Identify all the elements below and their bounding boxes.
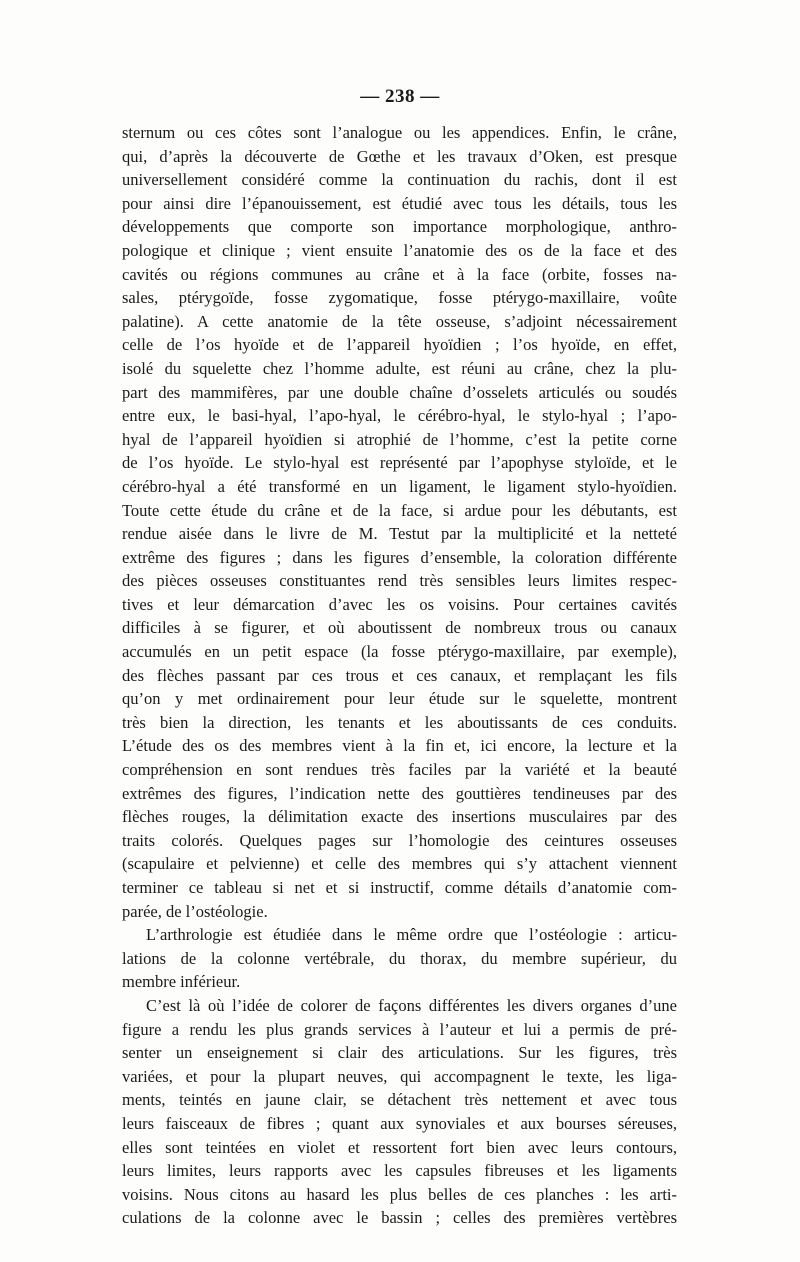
text-line: elles sont teintées en violet et ressortent fort bien avec leurs contours, — [122, 1137, 677, 1157]
text-line: traits colorés. Quelques pages sur l’homologie des ceintures osseuses — [122, 830, 677, 850]
text-line: membre inférieur. — [122, 972, 241, 992]
text-line: figure a rendu les plus grands services à l’auteur et lui a permis de pré- — [122, 1019, 677, 1039]
text-line: (scapulaire et pelvienne) et celle des membres qui s’y attachent viennent — [122, 854, 677, 874]
text-line: part des mammifères, par une double chaîne d’osselets articulés ou soudés — [122, 382, 677, 402]
text-line: C’est là où l’idée de colorer de façons différentes les divers organes d’une — [146, 995, 677, 1015]
text-line: développements que comporte son importance morphologique, anthro- — [122, 217, 677, 237]
text-line: très bien la direction, les tenants et les aboutissants de ces conduits. — [122, 712, 677, 732]
text-line: sternum ou ces côtes sont l’analogue ou les appendices. Enfin, le crâne, — [122, 123, 677, 142]
text-line: leurs faisceaux de fibres ; quant aux synoviales et aux bourses séreuses, — [122, 1113, 677, 1133]
text-line: voisins. Nous citons au hasard les plus belles de ces planches : les arti- — [122, 1184, 677, 1204]
text-line: leurs limites, leurs rapports avec les capsules fibreuses et les ligaments — [122, 1161, 677, 1181]
text-line: des pièces osseuses constituantes rend très sensibles leurs limites respec- — [122, 571, 677, 591]
text-line: rendue aisée dans le livre de M. Testut par la multiplicité et la netteté — [122, 524, 677, 544]
text-line: des flèches passant par ces trous et ces canaux, et remplaçant les fils — [122, 665, 677, 685]
text-line: culations de la colonne avec le bassin ; celles des premières vertèbres — [122, 1208, 677, 1228]
text-line: L’étude des os des membres vient à la fin et, ici encore, la lecture et la — [122, 736, 677, 756]
text-line: isolé du squelette chez l’homme adulte, est réuni au crâne, chez la plu- — [122, 358, 677, 378]
text-line: sales, ptérygoïde, fosse zygomatique, fosse ptérygo-maxillaire, voûte — [122, 288, 677, 308]
text-line: lations de la colonne vertébrale, du thorax, du membre supérieur, du — [122, 948, 677, 968]
text-line: parée, de l’ostéologie. — [122, 901, 268, 921]
text-line: Toute cette étude du crâne et de la face, si ardue pour les débutants, est — [122, 500, 677, 520]
text-line: flèches rouges, la délimitation exacte des insertions musculaires par des — [122, 807, 677, 827]
text-line: difficiles à se figurer, et où aboutissent de nombreux trous ou canaux — [122, 618, 677, 638]
paragraph-ligaments — [122, 994, 677, 1230]
text-line: tives et leur démarcation d’avec les os voisins. Pour certaines cavités — [122, 594, 677, 614]
text-line: ments, teintés en jaune clair, se détachent très nettement et avec tous — [122, 1090, 677, 1110]
text-line: celle de l’os hyoïde et de l’appareil hyoïdien ; l’os hyoïde, en effet, — [122, 335, 677, 355]
text-line: senter un enseignement si clair des articulations. Sur les figures, très — [122, 1043, 677, 1063]
text-line: qu’on y met ordinairement pour leur étude sur le squelette, montrent — [122, 689, 677, 709]
text-line: extrême des figures ; dans les figures d’ensemble, la coloration différente — [122, 547, 677, 567]
text-line: entre eux, le basi-hyal, l’apo-hyal, le cérébro-hyal, le stylo-hyal ; l’apo- — [122, 406, 677, 426]
page-number: — 238 — — [360, 86, 440, 107]
text-line: L’arthrologie est étudiée dans le même ordre que l’ostéologie : articu- — [146, 925, 677, 945]
text-line: accumulés en un petit espace (la fosse ptérygo-maxillaire, par exemple), — [122, 642, 677, 662]
text-line: cavités ou régions communes au crâne et à la face (orbite, fosses na- — [122, 264, 677, 284]
text-line: qui, d’après la découverte de Gœthe et les travaux d’Oken, est presque — [122, 146, 677, 166]
text-line: extrêmes des figures, l’indication nette des gouttières tendineuses par des — [122, 783, 677, 803]
text-line: universellement considéré comme la continuation du rachis, dont il est — [122, 170, 677, 190]
body-text — [122, 121, 677, 1230]
paragraph-osteology — [122, 121, 677, 923]
text-line: compréhension en sont rendues très faciles par la variété et la beauté — [122, 760, 677, 780]
text-line: hyal de l’appareil hyoïdien si atrophié de l’homme, c’est la petite corne — [122, 429, 677, 449]
text-line: pour ainsi dire l’épanouissement, est étudié avec tous les détails, tous les — [122, 193, 677, 213]
paragraph-arthrology — [122, 923, 677, 994]
text-line: variées, et pour la plupart neuves, qui accompagnent le texte, les liga- — [122, 1066, 677, 1086]
text-line: terminer ce tableau si net et si instructif, comme détails d’anatomie com- — [122, 878, 677, 897]
text-line: cérébro-hyal a été transformé en un ligament, le ligament stylo-hyoïdien. — [122, 476, 677, 496]
text-line: palatine). A cette anatomie de la tête osseuse, s’adjoint nécessairement — [122, 311, 677, 331]
text-line: pologique et clinique ; vient ensuite l’anatomie des os de la face et des — [122, 240, 677, 260]
text-line: de l’os hyoïde. Le stylo-hyal est représenté par l’apophyse styloïde, et le — [122, 453, 677, 473]
